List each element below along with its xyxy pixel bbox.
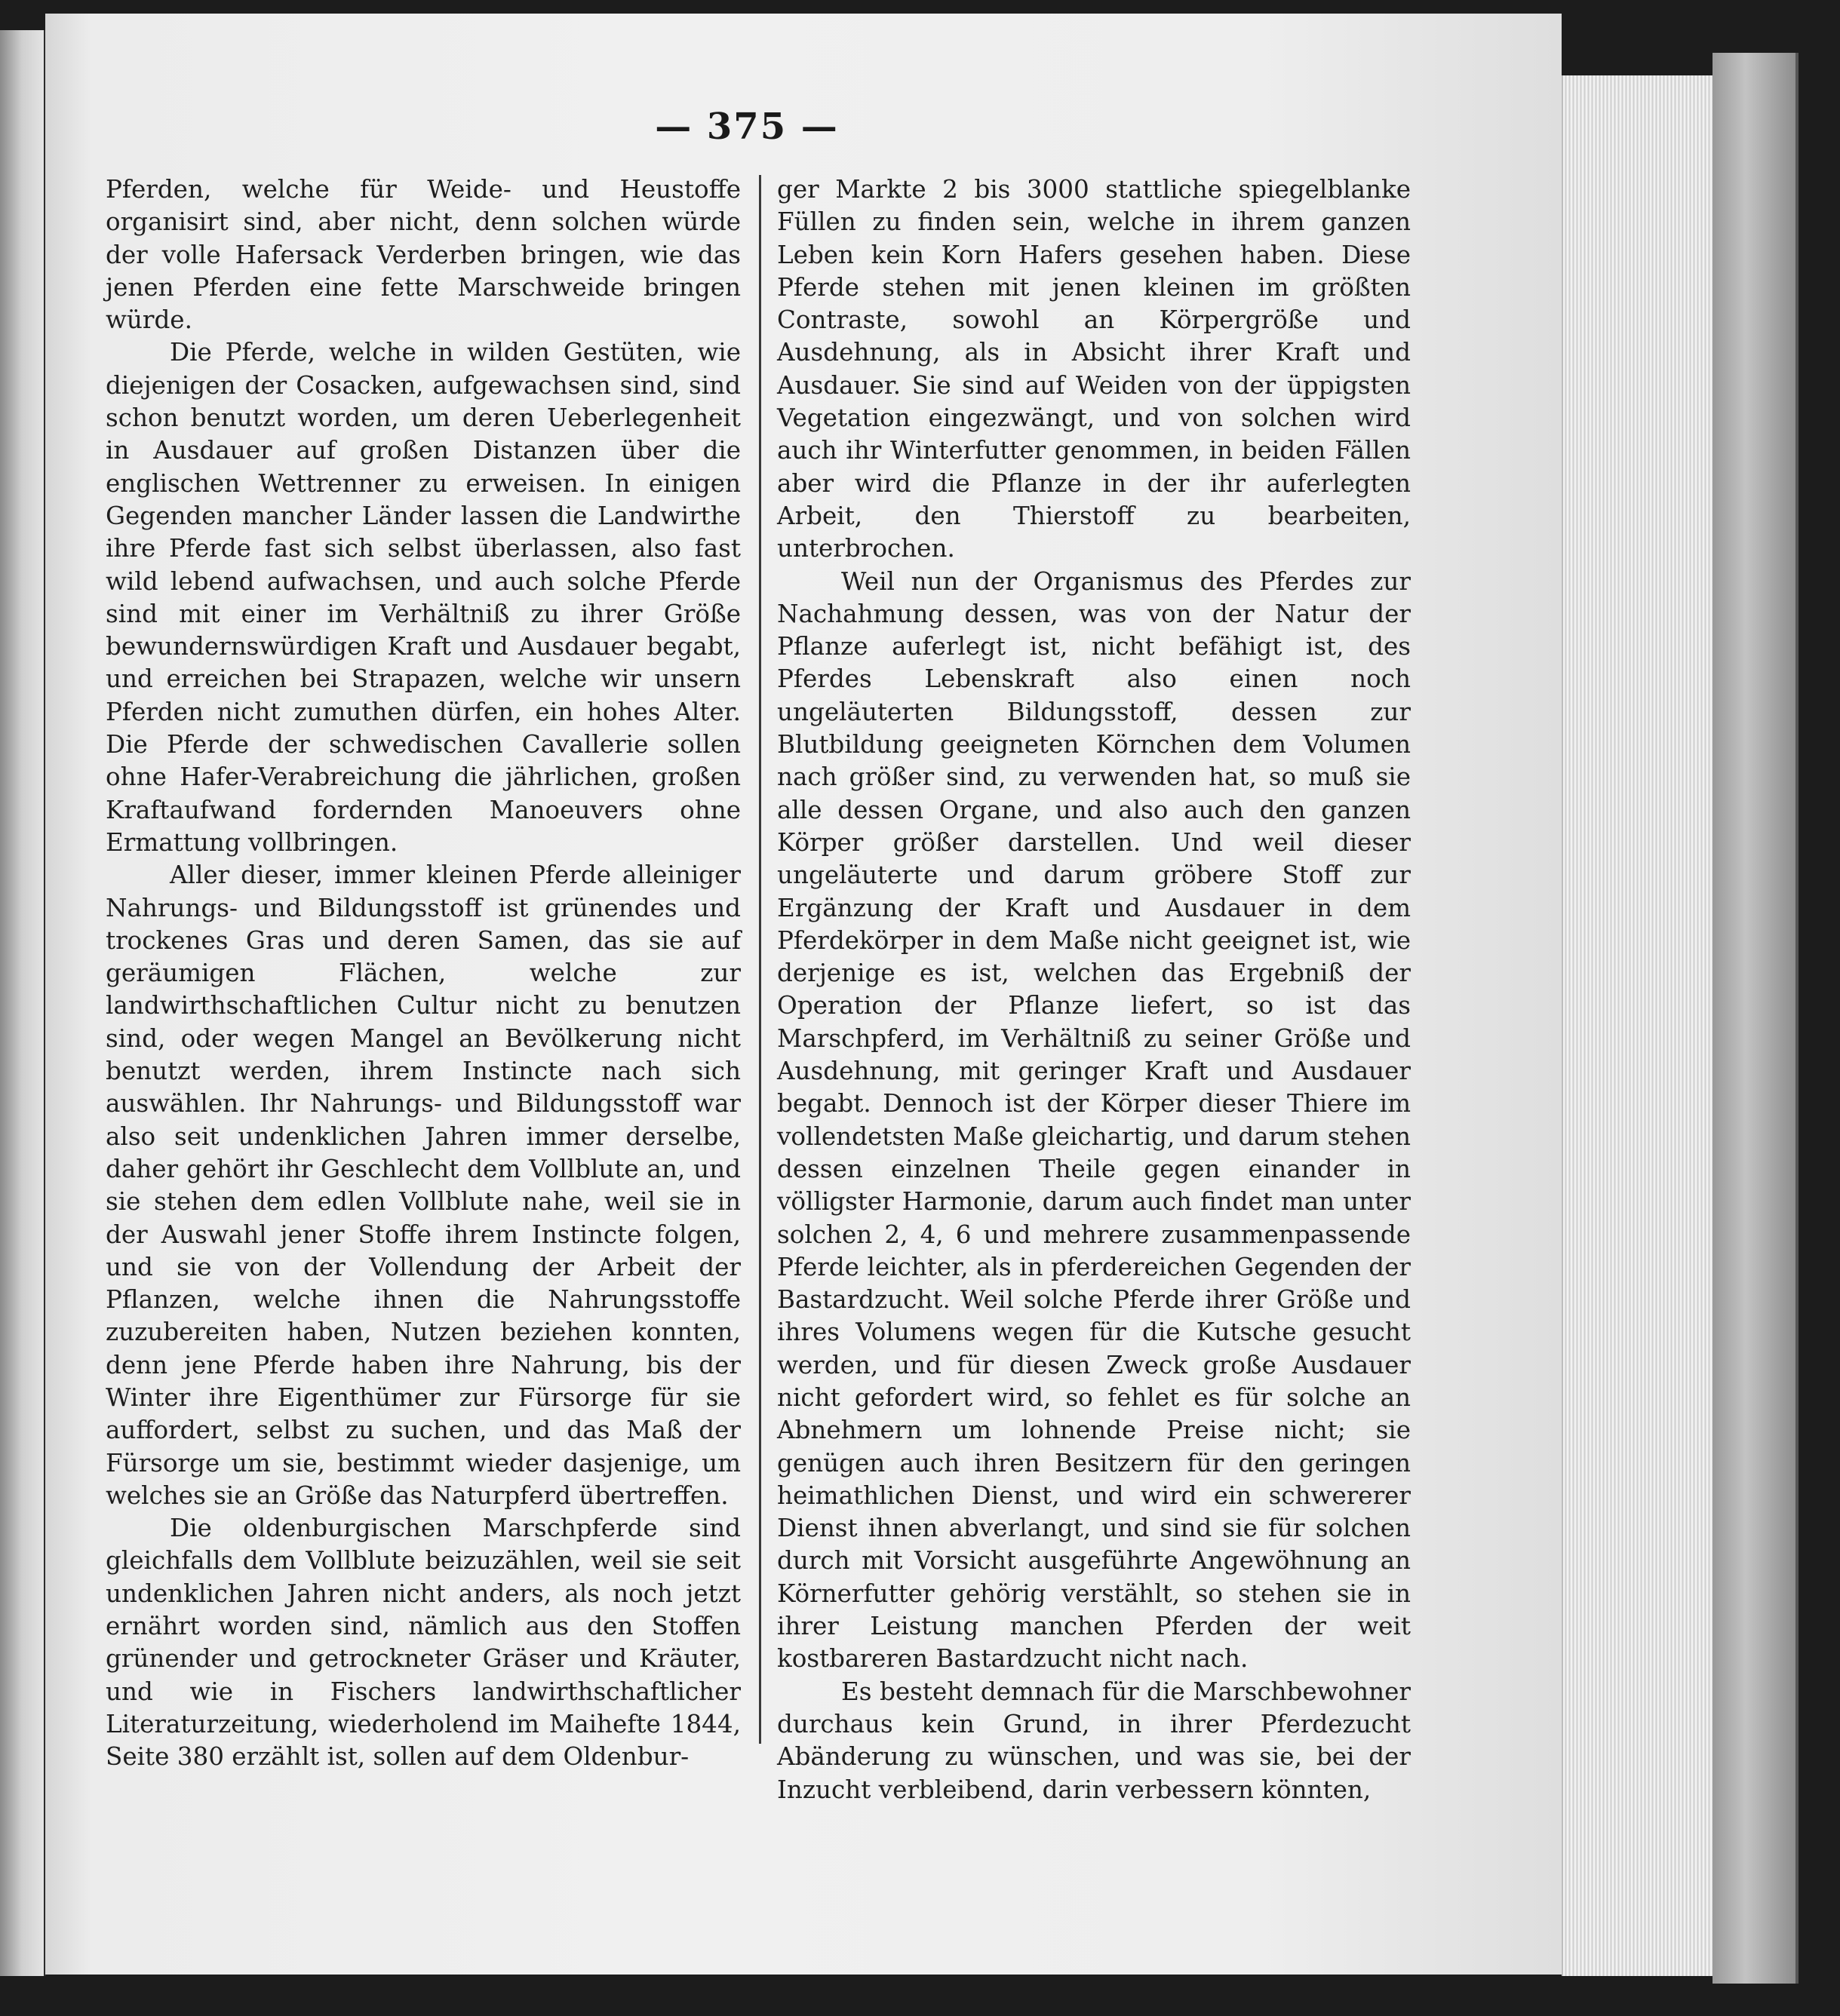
column-divider (759, 175, 761, 1744)
paragraph: Weil nun der Organismus des Pferdes zur Nachahmung dessen, was von der Natur der Pflanze auferlegt ist, nicht befähigt ist, des Pferdes Lebenskraft also einen noch ungeläuterten Bildungsstoff, dessen zur Blutbildung geeigneten Körnchen dem Volumen nach größer sind, zu verwenden hat, so muß sie alle dessen Organe, und also auch den ganzen Körper größer darstellen. Und weil dieser ungeläuterte und darum gröbere Stoff zur Ergänzung der Kraft und Ausdauer in dem Pferdekörper in dem Maße nicht geeignet ist, wie derjenige es ist, welchen das Ergebniß der Operation der Pflanze liefert, so ist das Marschpferd, im Verhältniß zu seiner Größe und Ausdehnung, mit geringer Kraft und Ausdauer begabt. Dennoch ist der Körper dieser Thiere im vollendetsten Maße gleichartig, und darum stehen dessen einzelnen Theile gegen einander in völligster Harmonie, darum auch findet man unter solchen 2, 4, 6 und mehrere zusammenpassende Pferde leichter, als in pferdereichen Gegenden der Bastardzucht. Weil solche Pferde ihrer Größe und ihres Volumens wegen für die Kutsche gesucht werden, und für diesen Zweck große Ausdauer nicht gefordert wird, so fehlet es für solche an Abnehmern um lohnende Preise nicht; sie genügen auch ihren Besitzern für den geringen heimathlichen Dienst, und wird ein schwererer Dienst ihnen abverlangt, und sind sie für solchen durch mit Vorsicht ausgeführte Angewöhnung an Körnerfutter gehörig verstählt, so stehen sie in ihrer Leistung manchen Pferden der weit kostbareren Bastardzucht nicht nach. (777, 566, 1411, 1674)
paragraph: Es besteht demnach für die Marschbewohner durchaus kein Grund, in ihrer Pferdezucht Abänderung zu wünschen, und was sie, bei der Inzucht verbleibend, darin verbessern könnten, (777, 1677, 1411, 1804)
right-text-column (777, 173, 1411, 1806)
paragraph: Die Pferde, welche in wilden Gestüten, wie diejenigen der Cosacken, aufgewachsen sind, sind schon benutzt worden, um deren Ueberlegenheit in Ausdauer auf großen Distanzen über die englischen Wettrenner zu erweisen. In einigen Gegenden mancher Länder lassen die Landwirthe ihre Pferde fast sich selbst überlassen, also fast wild lebend aufwachsen, und auch solche Pferde sind mit einer im Verhältniß zu ihrer Größe bewundernswürdigen Kraft und Ausdauer begabt, und erreichen bei Strapazen, welche wir unsern Pferden nicht zumuthen dürfen, ein hohes Alter. Die Pferde der schwedischen Cavallerie sollen ohne Hafer-Verabreichung die jährlichen, großen Kraftaufwand fordernden Manoeuvers ohne Ermattung vollbringen. (106, 338, 741, 857)
paragraph: Pferden, welche für Weide- und Heustoffe organisirt sind, aber nicht, denn solchen würde der volle Hafersack Verderben bringen, wie das jenen Pferden eine fette Marschweide bringen würde. (106, 175, 741, 335)
left-text-column (106, 173, 741, 1774)
book-cover-edge (1713, 53, 1799, 1984)
paragraph: ger Markte 2 bis 3000 stattliche spiegelblanke Füllen zu finden sein, welche in ihrem ganzen Leben kein Korn Hafers gesehen haben. Diese Pferde stehen mit jenen kleinen im größten Contraste, sowohl an Körpergröße und Ausdehnung, als in Absicht ihrer Kraft und Ausdauer. Sie sind auf Weiden von der üppigsten Vegetation eingezwängt, und von solchen wird auch ihr Winterfutter genommen, in beiden Fällen aber wird die Pflanze in der ihr auferlegten Arbeit, den Thierstoff zu bearbeiten, unterbrochen. (777, 175, 1411, 563)
page-number: — 375 — (655, 106, 839, 148)
page-stack-edges (1562, 75, 1714, 1976)
paragraph: Aller dieser, immer kleinen Pferde alleiniger Nahrungs- und Bildungsstoff ist grünendes und trockenes Gras und deren Samen, das sie auf geräumigen Flächen, welche zur landwirthschaftlichen Cultur nicht zu benutzen sind, oder wegen Mangel an Bevölkerung nicht benutzt werden, ihrem Instincte nach sich auswählen. Ihr Nahrungs- und Bildungsstoff war also seit undenklichen Jahren immer derselbe, daher gehört ihr Geschlecht dem Vollblute an, und sie stehen dem edlen Vollblute nahe, weil sie in der Auswahl jener Stoffe ihrem Instincte folgen, und sie von der Vollendung der Arbeit der Pflanzen, welche ihnen die Nahrungsstoffe zuzubereiten haben, Nutzen beziehen konnten, denn jene Pferde haben ihre Nahrung, bis der Winter ihre Eigenthümer zur Fürsorge für sie auffordert, selbst zu suchen, und das Maß der Fürsorge um sie, bestimmt wieder dasjenige, um welches sie an Größe das Naturpferd übertreffen. (106, 861, 741, 1510)
previous-page-edge (0, 30, 46, 1976)
paragraph: Die oldenburgischen Marschpferde sind gleichfalls dem Vollblute beizuzählen, weil sie seit undenklichen Jahren nicht anders, als noch jetzt ernährt worden sind, nämlich aus den Stoffen grünender und getrockneter Gräser und Kräuter, und wie in Fischers landwirthschaftlicher Literaturzeitung, wiederholend im Maihefte 1844, Seite 380 erzählt ist, sollen auf dem Oldenbur- (106, 1514, 741, 1772)
